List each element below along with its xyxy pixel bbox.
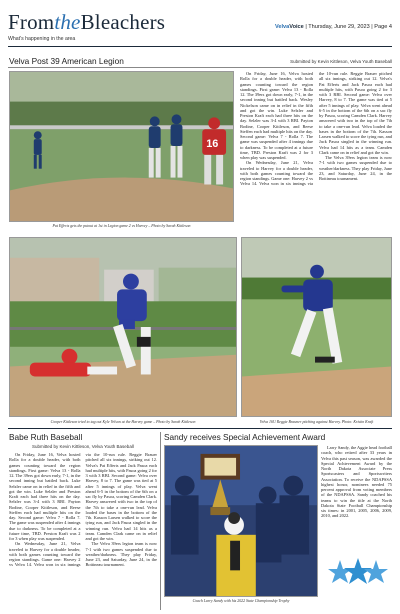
brand-bleachers: Bleachers xyxy=(80,10,166,34)
legion-photo-putout-caption: Pat Efferts gets the putout at 1st in Legion game 2 vs Harvey – Photo by Sarah Kittleson xyxy=(52,224,191,228)
legion-photo-tag-caption: Cooper Kittleson tried to tag out Kyle Velson at the Harvey game – Photo by Sarah Kittleson xyxy=(50,420,196,424)
stars-graphic xyxy=(328,558,388,588)
legion-rule xyxy=(8,67,392,68)
legion-photo-putout xyxy=(9,71,234,222)
legion-paragraph: On Wednesday, June 21, Velva traveled to Harvey for a double header, with both games counting toward the region standings. Game one: Harvey 2 vs Velva 14. Velva won in six innings via the 10-run rule. Reggie Brauer pitched all six innings, striking out 12. Velva's Pat Efferts and Jack Pasoa each had multiple hits, with Pasoa going 2 for 3 with 3 RBI. Second game: Velva over Harvey, 8 to 7. The game was tied at 5 after 5 innings of play. Velva went ahead 6-5 in the bottom of the 6th on a sac fly by Pasoa, scoring Camden Clark. Harvey answered with two in the top of the 7th to take a one-run lead. Velva loaded the bases in the bottom of the 7th. Kasson Larsen walked to score the tying run, and Jack Pasoa singled in the winning run. Velva had 14 hits as a team. Camden Clark came on in relief and got the win. xyxy=(240,71,392,187)
issue-date-page: | Thursday, June 29, 2023 | Page 4 xyxy=(303,24,392,30)
section-rule xyxy=(8,428,392,429)
brand-title xyxy=(8,10,165,35)
column-divider xyxy=(160,432,161,610)
legion-photo-pitcher xyxy=(241,237,392,417)
legion-photo-tag xyxy=(9,237,237,417)
paper-name-prefix: Velva xyxy=(274,24,290,30)
babe-ruth-paragraph: On Wednesday, June 21, Velva traveled to Harvey for a double header, with both games counting toward the region standings. Game one: Harvey 2 vs Velva 14. Velva won in six innings via the 10-run rule. Reggie Brauer pitched all six innings, striking out 12. Velva's Pat Efferts and Jack Pasoa each had multiple hits, with Pasoa going 2 for 3 with 3 RBI. Second game: Velva over Harvey, 8 to 7. The game was tied at 5 after 5 innings of play. Velva went ahead 6-5 in the bottom of the 6th on a sac fly by Pasoa, scoring Camden Clark. Harvey answered with two in the top of the 7th to take a one-run lead. Velva loaded the bases in the bottom of the 7th. Kasson Larsen walked to score the tying run, and Jack Pasoa singled in the winning run. Velva had 14 hits as a team. Camden Clark came on in relief and got the win. xyxy=(9,452,157,568)
legion-article-body xyxy=(240,71,392,231)
babe-ruth-byline: Submitted by Kevin Kittleson, Velva Youth Baseball xyxy=(32,444,134,449)
babe-ruth-paragraph: The Velva 39ers legion team is now 7-1 with two games suspended due to weather/darkness. They play Friday, June 23, and Saturday, June 24, in the Bottineau tournament. xyxy=(85,541,157,568)
brand-from: From xyxy=(8,10,55,34)
sandy-article-body xyxy=(321,445,392,557)
sandy-photo-caption: Coach Larry Sandy with his 2022 State Championship Trophy xyxy=(192,599,290,603)
sandy-headline: Sandy receives Special Achievement Award xyxy=(164,432,326,442)
star-icon xyxy=(364,560,388,583)
issue-line xyxy=(275,24,392,30)
legion-headline: Velva Post 39 American Legion xyxy=(9,56,124,66)
legion-photo-pitcher-caption: Velva 16U Reggie Brauner pitching against Harvey. Photo: Kristin Kraft xyxy=(259,420,374,424)
babe-ruth-paragraph: On Friday, June 16, Velva hosted Rolla for a double header, with both games counting toward the region standings. First game: Velva 13 - Rolla 12. The 39ers got down early, 7-1, in the second inning but battled back. Luke Selzler came on in relief in the fifth and got the win. Luke Selzler and Preston Kraft each had three hits on the day. Selzler was 3-4 with 3 RBI. Payton Bodine, Cooper Kittleson, and Reese Steffen each had multiple hits on the day. Second game: Velva 7 - Rolla 7. The game was suspended after 4 innings due to darkness. To be completed at a future time, TBD. Preston Kraft was 2 for 3 when play was suspended. xyxy=(9,452,81,541)
tagline: What's happening in the area xyxy=(8,36,76,42)
legion-paragraph: The Velva 39ers legion team is now 7-1 with two games suspended due to weather/darkness. They play Friday, June 23, and Saturday, June 24, in the Bottineau tournament. xyxy=(319,155,392,181)
sandy-paragraph: Larry Sandy, the Aggie head football coach, who retired after 33 years in Velva this past season, was awarded the Special Achievement Award by the North Dakota Associate Press Sportscasters and Sportswriters Association. To receive the NDAPSSA highest honor, nominees needed 75 percent approval from voting members of the NDAPSSA. Sandy coached his teams to win the title at the North Dakota State Football Championship six times: in 2001, 2005, 2006, 2009, 2010, and 2022. xyxy=(321,445,392,519)
masthead-rule xyxy=(8,46,392,47)
sandy-photo xyxy=(164,445,318,597)
legion-byline: Submitted by Kevin Kittleson, Velva Youth Baseball xyxy=(290,59,392,64)
masthead xyxy=(8,10,392,44)
jersey-number: 16 xyxy=(206,138,219,150)
legion-paragraph: On Friday, June 16, Velva hosted Rolla for a double header, with both games counting toward the region standings. First game: Velva 13 - Rolla 12. The 39ers got down early, 7-1, in the second inning but battled back. Wesley Nickelson came on in relief in the fifth and got the win. Luke Selzler and Preston Kraft each had three hits on the day. Selzler was 3-4 with 3 RBI. Payton Bodine, Cooper Kittleson, and Reese Steffen each had multiple hits on the day. Second game: Velva 7 - Rolla 7. The game was suspended after 4 innings due to darkness. To be completed at a future time, TBD. Preston Kraft was 2 for 3 when play was suspended. xyxy=(240,71,313,160)
brand-the: the xyxy=(54,10,81,34)
star-icon xyxy=(328,560,352,583)
paper-name-suffix: Voice xyxy=(289,24,304,30)
babe-ruth-headline: Babe Ruth Baseball xyxy=(9,432,83,442)
babe-ruth-article-body xyxy=(9,452,157,610)
